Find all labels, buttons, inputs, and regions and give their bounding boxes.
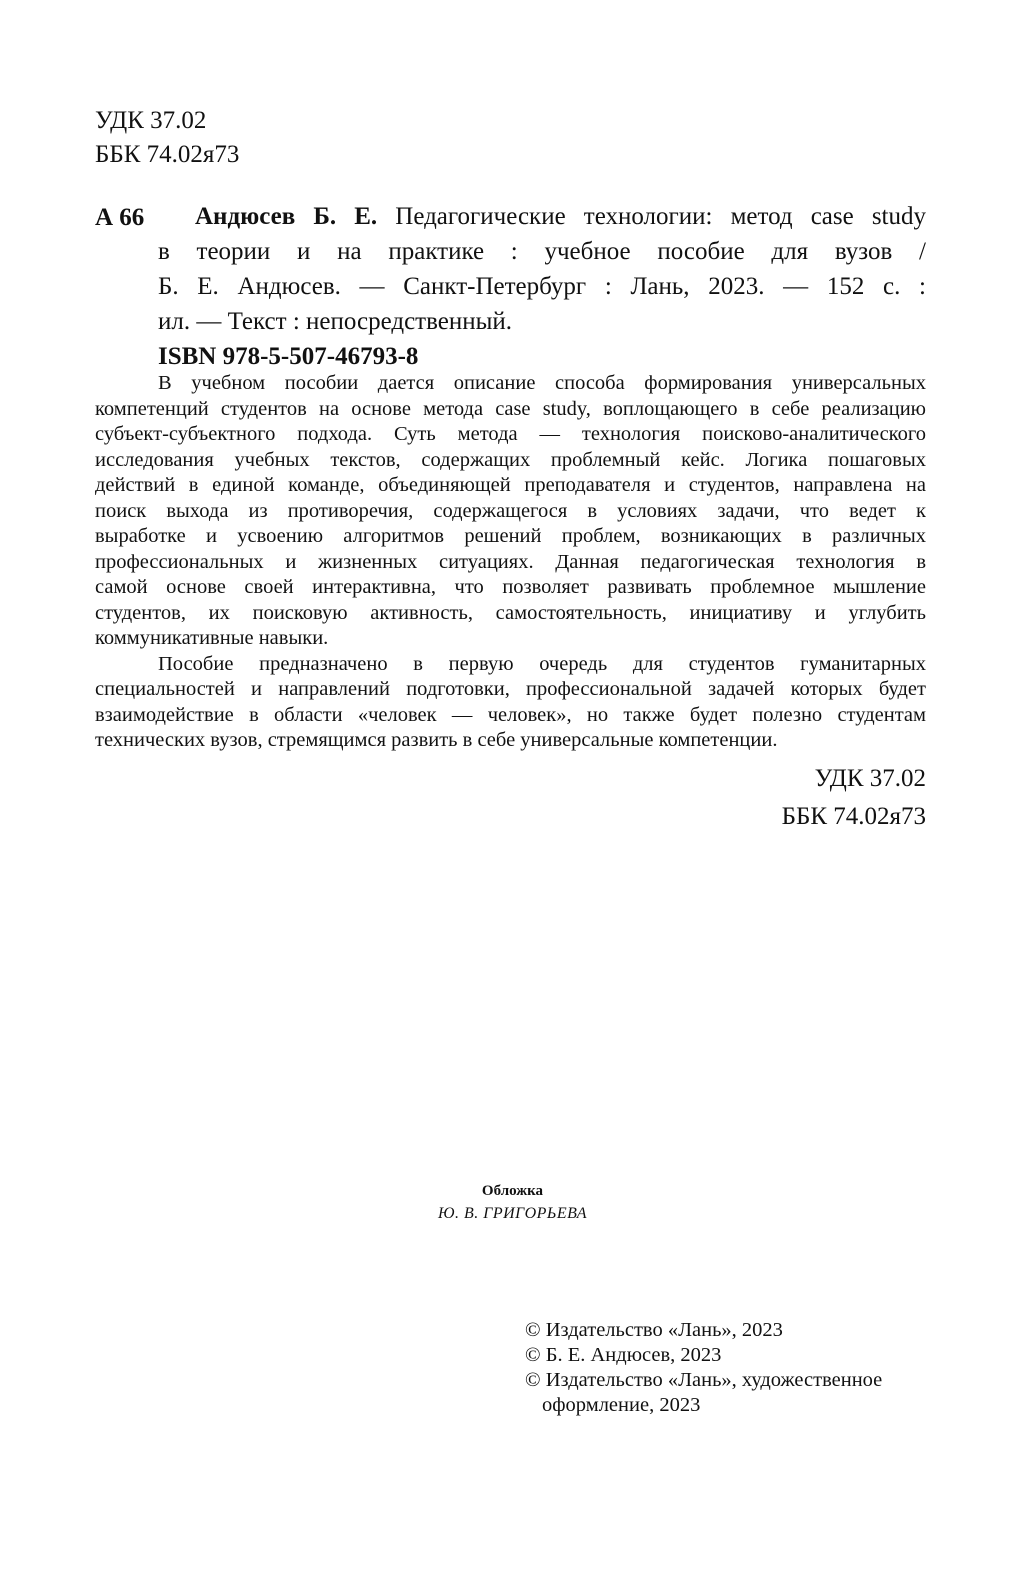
biblio-line-3: Б. Е. Андюсев. — Санкт-Петербург : Лань, 2023. — 152 с. : [158,273,926,300]
abstract-line: В учебном пособии дается описание способа формирования универсальных [158,372,926,394]
abstract-line: компетенций студентов на основе метода case study, воплощающего в себе реализацию [95,397,926,420]
biblio-line-2: в теории и на практике : учебное пособие для вузов / [158,238,926,265]
copyright-line: © Издательство «Лань», художественное [525,1369,883,1391]
abstract-line: студентов, их поисковую активность, самостоятельность, инициативу и углубить [95,601,926,624]
abstract-line: субъект-субъектного подхода. Суть метода — технология поисково-аналитического [95,423,926,445]
copyright-line: оформление, 2023 [542,1394,701,1416]
copyright-block [525,1318,882,1418]
abstract-paragraph-1 [95,371,926,652]
abstract-line: коммуникативные навыки. [95,627,329,649]
abstract-line: Пособие предназначено в первую очередь для студентов гуманитарных [158,652,926,675]
bbk-code: ББК 74.02я73 [95,141,240,168]
classification-repeat [782,760,926,836]
classification-block [95,104,239,172]
author-name: Андюсев Б. Е. [195,203,378,230]
abstract-line: действий в единой команде, объединяющей преподавателя и студентов, направлена на [95,474,926,496]
abstract-line: исследования учебных текстов, содержащих проблемный кейс. Логика пошаговых [95,448,926,471]
biblio-line-1 [158,199,926,234]
cover-credit-label: Обложка [481,1183,544,1199]
copyright-line: © Издательство «Лань», 2023 [525,1319,783,1341]
abstract-line: самой основе своей интерактивна, что позволяет развивать проблемное мышление [95,576,926,598]
biblio-line-4: ил. — Текст : непосредственный. [158,308,513,335]
abstract-line: технических вузов, стремящимся развить в себе универсальные компетенции. [95,729,778,751]
abstract-paragraph-2 [95,652,926,754]
udk-code-repeat: УДК 37.02 [814,765,926,792]
bbk-code-repeat: ББК 74.02я73 [781,803,926,830]
isbn: ISBN 978-5-507-46793-8 [158,343,419,370]
abstract-line: специальностей и направлений подготовки, профессиональной задачей которых будет [95,678,926,700]
abstract-line: взаимодействие в области «человек — человек», но также будет полезно студентам [95,703,926,726]
abstract-line: поиск выхода из противоречия, содержащегося в условиях задачи, что ведет к [95,499,926,522]
cover-artist-name: Ю. В. ГРИГОРЬЕВА [437,1205,588,1222]
abstract [95,371,926,754]
biblio-title: Педагогические технологии: метод case study [395,203,927,230]
bibliographic-record [158,199,926,339]
udk-code: УДК 37.02 [95,107,207,134]
abstract-line: выработке и усвоению алгоритмов решений проблем, возникающих в различных [95,525,926,547]
author-mark: А 66 [95,204,145,231]
abstract-line: профессиональных и жизненных ситуациях. Данная педагогическая технология в [95,550,926,573]
copyright-line: © Б. Е. Андюсев, 2023 [525,1344,722,1366]
